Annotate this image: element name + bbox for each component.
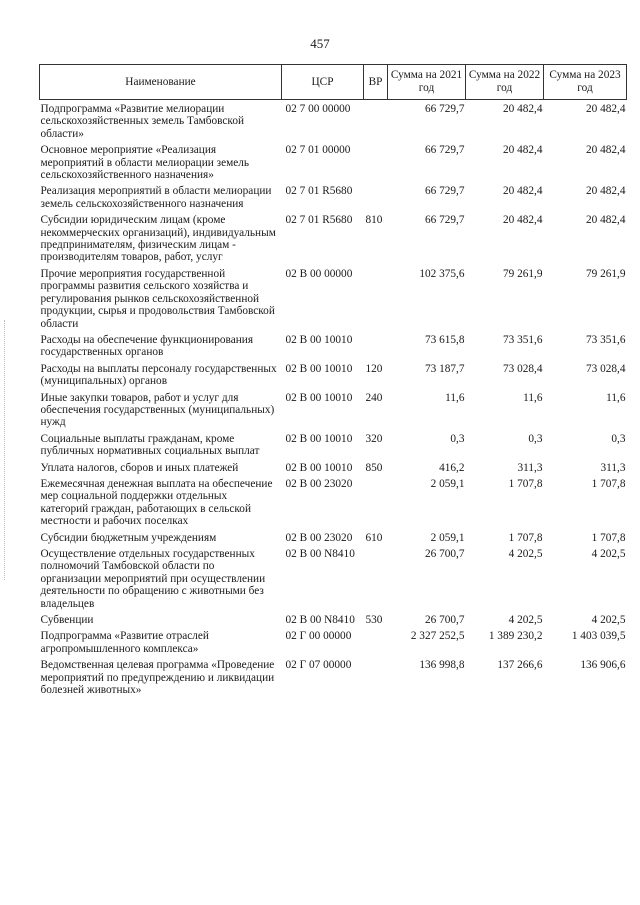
table-row <box>40 433 627 462</box>
cell-sum-2021: 2 059,1 <box>430 531 465 544</box>
cell-sum-2022: 20 482,4 <box>502 103 543 115</box>
budget-table <box>39 64 627 700</box>
cell-name: Осуществление отдельных государственных полномочий Тамбовской области по организации мероприятий при осуществлении деятельности по обращению с животными без владельцев <box>40 548 266 610</box>
cell-sum-2021: 66 729,7 <box>424 185 465 198</box>
cell-csr: 02 В 00 10010 <box>285 391 353 404</box>
cell-name: Субсидии бюджетным учреждениям <box>40 531 217 544</box>
cell-sum-2023: 20 482,4 <box>585 144 626 157</box>
cell-sum-2022: 311,3 <box>517 461 543 474</box>
cell-vr <box>364 334 388 363</box>
margin-dotted-line <box>4 320 6 580</box>
cell-name: Реализация мероприятий в области мелиорации земель сельскохозяйственного назначения <box>40 185 272 210</box>
cell-csr: 02 В 00 00000 <box>285 267 353 280</box>
cell-sum-2023: 73 028,4 <box>585 362 626 375</box>
cell-sum-2023: 20 482,4 <box>585 103 626 115</box>
header-sum-2023: Сумма на 2023 год <box>544 65 627 100</box>
cell-vr <box>364 100 388 145</box>
cell-csr: 02 7 01 R5680 <box>285 185 353 198</box>
table-header-row <box>40 65 627 100</box>
cell-sum-2023: 73 351,6 <box>585 333 626 346</box>
table-row <box>40 144 627 185</box>
cell-sum-2023: 79 261,9 <box>585 267 626 280</box>
cell-vr <box>364 268 388 334</box>
cell-sum-2023: 20 482,4 <box>585 214 626 227</box>
cell-sum-2023: 1 403 039,5 <box>571 630 626 643</box>
cell-vr: 240 <box>365 391 383 404</box>
cell-vr <box>364 144 388 185</box>
cell-sum-2023: 1 707,8 <box>591 531 626 544</box>
cell-vr <box>364 185 388 214</box>
cell-csr: 02 Г 00 00000 <box>285 630 352 643</box>
table-row <box>40 478 627 532</box>
cell-name: Ведомственная целевая программа «Проведение мероприятий по предупреждению и ликвидации болезней животных» <box>40 659 275 697</box>
table-row <box>40 185 627 214</box>
header-name: Наименование <box>40 65 282 100</box>
cell-sum-2023: 11,6 <box>606 391 626 404</box>
cell-name: Подпрограмма «Развитие отраслей агропромышленного комплекса» <box>40 630 209 655</box>
cell-vr: 530 <box>365 614 383 627</box>
cell-sum-2021: 416,2 <box>439 461 465 474</box>
cell-name: Расходы на обеспечение функционирования государственных органов <box>40 333 254 359</box>
table-row <box>40 214 627 268</box>
table-row <box>40 548 627 614</box>
cell-csr: 02 В 00 10010 <box>285 432 353 445</box>
table-row <box>40 268 627 334</box>
cell-vr: 850 <box>365 461 383 474</box>
cell-name: Подпрограмма «Развитие мелиорации сельскохозяйственных земель Тамбовской области» <box>40 103 245 140</box>
cell-name: Расходы на выплаты персоналу государственных (муниципальных) органов <box>40 362 277 388</box>
table-row <box>40 392 627 433</box>
table-row <box>40 100 627 145</box>
cell-csr: 02 Г 07 00000 <box>285 659 352 672</box>
cell-sum-2022: 73 351,6 <box>502 333 543 346</box>
table-row <box>40 659 627 700</box>
cell-sum-2022: 1 707,8 <box>508 531 543 544</box>
cell-sum-2021: 73 615,8 <box>424 333 465 346</box>
cell-name: Прочие мероприятия государственной программы развития сельского хозяйства и регулирования рынков сельскохозяйственной продукции, сырья и продовольствия Тамбовской области <box>40 267 275 330</box>
cell-vr <box>364 478 388 532</box>
header-vr: ВР <box>364 65 388 100</box>
cell-sum-2022: 20 482,4 <box>502 185 543 198</box>
cell-sum-2021: 26 700,7 <box>424 614 465 627</box>
page-number: 457 <box>310 36 330 51</box>
cell-sum-2021: 73 187,7 <box>424 362 465 375</box>
cell-sum-2023: 4 202,5 <box>591 614 626 627</box>
cell-sum-2022: 20 482,4 <box>502 144 543 157</box>
cell-csr: 02 7 01 R5680 <box>285 214 353 227</box>
table-row <box>40 630 627 659</box>
cell-csr: 02 В 00 10010 <box>285 461 353 474</box>
cell-sum-2023: 4 202,5 <box>591 548 626 560</box>
cell-sum-2023: 136 906,6 <box>580 659 626 672</box>
cell-csr: 02 7 01 00000 <box>285 144 351 157</box>
cell-sum-2021: 66 729,7 <box>424 214 465 227</box>
cell-sum-2023: 0,3 <box>611 432 626 445</box>
table-row <box>40 532 627 548</box>
cell-vr: 610 <box>365 531 383 544</box>
table-body <box>40 100 627 701</box>
cell-sum-2021: 0,3 <box>450 432 465 445</box>
cell-vr <box>364 630 388 659</box>
cell-name: Основное мероприятие «Реализация мероприятий в области мелиорации земель сельскохозяйственного назначения» <box>40 144 250 182</box>
cell-sum-2022: 0,3 <box>528 432 543 445</box>
table-row <box>40 334 627 363</box>
table-row <box>40 614 627 630</box>
cell-vr: 120 <box>365 362 383 375</box>
cell-name: Социальные выплаты гражданам, кроме публичных нормативных социальных выплат <box>40 432 260 458</box>
cell-vr: 810 <box>365 214 383 227</box>
cell-sum-2022: 4 202,5 <box>508 614 543 627</box>
cell-sum-2023: 20 482,4 <box>585 185 626 198</box>
cell-sum-2021: 102 375,6 <box>419 267 465 280</box>
cell-sum-2021: 136 998,8 <box>419 659 465 672</box>
cell-sum-2022: 137 266,6 <box>497 659 543 672</box>
cell-sum-2023: 311,3 <box>600 461 626 474</box>
cell-vr <box>364 659 388 700</box>
cell-sum-2021: 26 700,7 <box>424 548 465 560</box>
cell-name: Субсидии юридическим лицам (кроме некоммерческих организаций), индивидуальным предпринимателям, физическим лицам - производителям товаров, работ, услуг <box>40 214 276 264</box>
header-sum-2021: Сумма на 2021 год <box>388 65 466 100</box>
cell-sum-2022: 20 482,4 <box>502 214 543 227</box>
cell-sum-2022: 1 707,8 <box>508 477 543 490</box>
cell-name: Ежемесячная денежная выплата на обеспечение мер социальной поддержки отдельных категорий граждан, работающих в сельской местности и рабочих поселках <box>40 477 273 528</box>
cell-name: Уплата налогов, сборов и иных платежей <box>40 461 239 474</box>
cell-sum-2022: 4 202,5 <box>508 548 543 560</box>
cell-csr: 02 В 00 10010 <box>285 362 353 375</box>
cell-vr: 320 <box>365 432 383 445</box>
table-row <box>40 462 627 478</box>
cell-sum-2021: 66 729,7 <box>424 103 465 115</box>
cell-sum-2022: 11,6 <box>523 391 543 404</box>
table-row <box>40 363 627 392</box>
header-sum-2022: Сумма на 2022 год <box>466 65 544 100</box>
cell-csr: 02 В 00 23020 <box>285 531 353 544</box>
cell-name: Субвенции <box>40 614 94 627</box>
cell-csr: 02 В 00 10010 <box>285 333 353 346</box>
cell-vr <box>364 548 388 614</box>
cell-csr: 02 7 00 00000 <box>285 103 351 115</box>
cell-sum-2021: 2 059,1 <box>430 477 465 490</box>
cell-sum-2022: 73 028,4 <box>502 362 543 375</box>
cell-sum-2021: 66 729,7 <box>424 144 465 157</box>
cell-sum-2021: 11,6 <box>445 391 465 404</box>
cell-csr: 02 В 00 N8410 <box>285 548 355 560</box>
header-csr: ЦСР <box>282 65 364 100</box>
cell-sum-2022: 79 261,9 <box>502 267 543 280</box>
cell-sum-2022: 1 389 230,2 <box>488 630 543 643</box>
cell-csr: 02 В 00 23020 <box>285 477 353 490</box>
cell-sum-2021: 2 327 252,5 <box>410 630 465 643</box>
cell-name: Иные закупки товаров, работ и услуг для обеспечения государственных (муниципальных) нужд <box>40 391 275 429</box>
cell-csr: 02 В 00 N8410 <box>285 614 355 627</box>
cell-sum-2023: 1 707,8 <box>591 477 626 490</box>
